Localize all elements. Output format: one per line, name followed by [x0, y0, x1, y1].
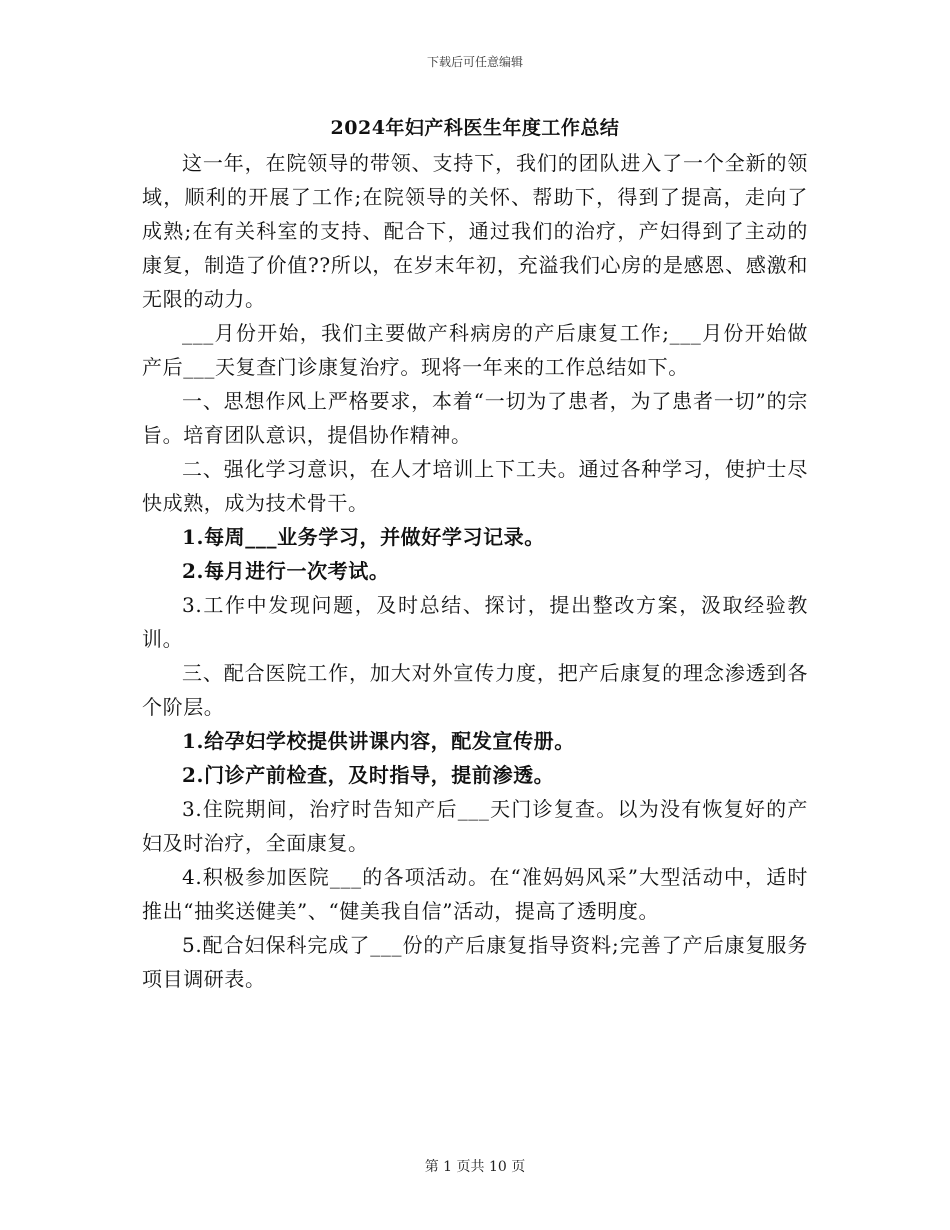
paragraph-6: 2.每月进行一次考试。	[182, 559, 390, 583]
paragraph-11: 3.住院期间，治疗时告知产后___天门诊复查。以为没有恢复好的产妇及时治疗，全面康复。	[142, 797, 808, 855]
paragraph-1: 这一年，在院领导的带领、支持下，我们的团队进入了一个全新的领域，顺利的开展了工作;在院领导的关怀、帮助下，得到了提高，走向了成熟;在有关科室的支持、配合下，通过我们的治疗，产妇得到了主动的康复，制造了价值??所以，在岁末年初，充溢我们心房的是感恩、感激和无限的动力。	[142, 151, 809, 311]
page-header: 下载后可任意编辑	[426, 55, 523, 69]
paragraph-2: ___月份开始，我们主要做产科病房的产后康复工作;___月份开始做产后___天复查门诊康复治疗。现将一年来的工作总结如下。	[142, 321, 808, 379]
paragraph-8: 三、配合医院工作，加大对外宣传力度，把产后康复的理念渗透到各个阶层。	[142, 661, 808, 719]
page-footer: 第 1 页共 10 页	[424, 1159, 526, 1175]
paragraph-5: 1.每周___业务学习，并做好学习记录。	[182, 525, 545, 549]
document-body	[142, 146, 808, 996]
document-title: 2024年妇产科医生年度工作总结	[330, 117, 620, 139]
paragraph-3: 一、思想作风上严格要求，本着“一切为了患者，为了患者一切”的宗旨。培育团队意识，提倡协作精神。	[142, 389, 808, 447]
paragraph-10: 2.门诊产前检查，及时指导，提前渗透。	[182, 763, 555, 787]
paragraph-13: 5.配合妇保科完成了___份的产后康复指导资料;完善了产后康复服务项目调研表。	[142, 933, 808, 991]
paragraph-12: 4.积极参加医院___的各项活动。在“准妈妈风采”大型活动中，适时推出“抽奖送健美”、“健美我自信”活动，提高了透明度。	[142, 865, 808, 923]
paragraph-7: 3.工作中发现问题，及时总结、探讨，提出整改方案，汲取经验教训。	[142, 593, 808, 651]
paragraph-9: 1.给孕妇学校提供讲课内容，配发宣传册。	[182, 729, 575, 753]
paragraph-4: 二、强化学习意识，在人才培训上下工夫。通过各种学习，使护士尽快成熟，成为技术骨干。	[142, 457, 808, 515]
